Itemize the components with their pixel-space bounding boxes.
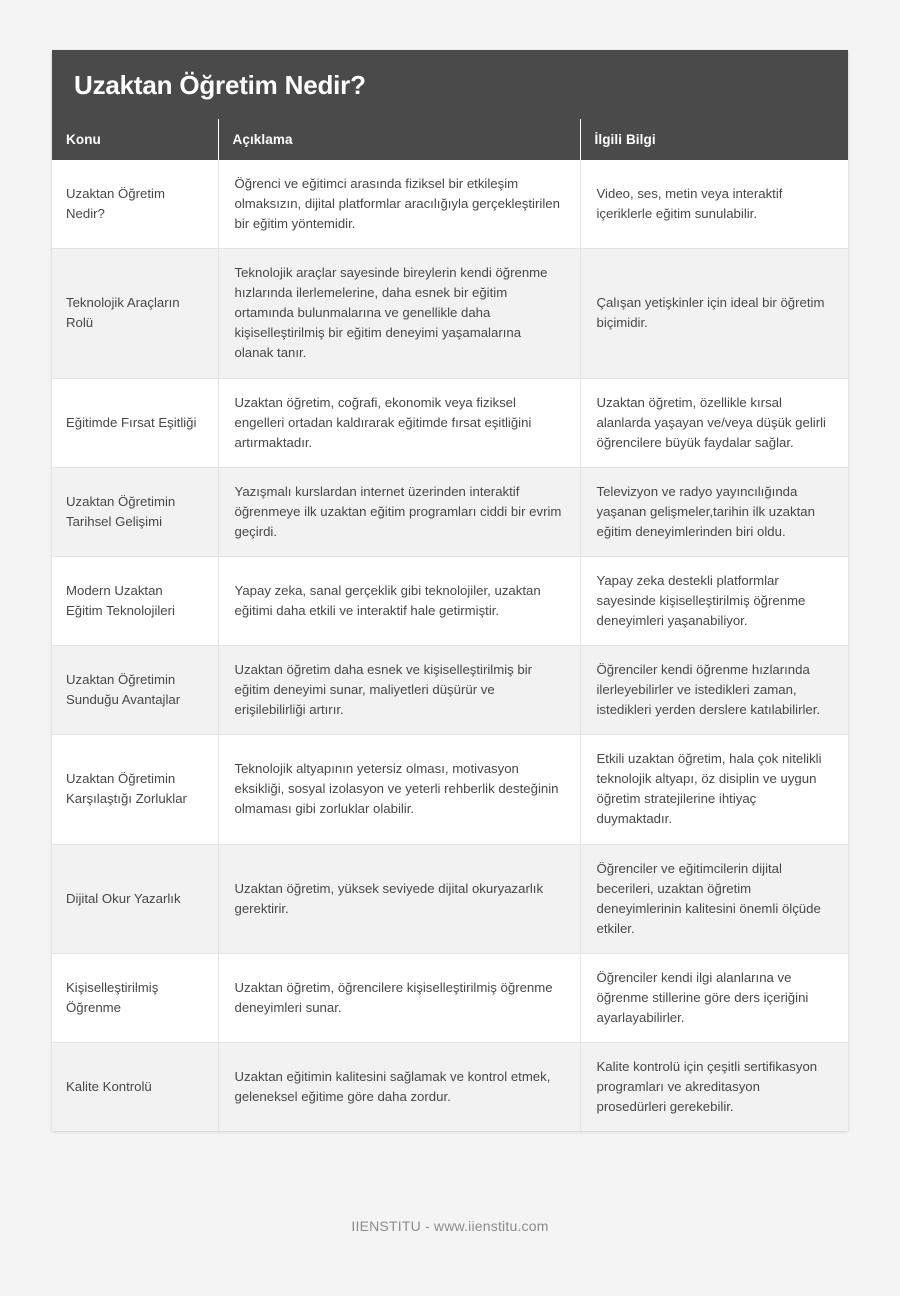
column-header-bilgi: İlgili Bilgi — [580, 119, 848, 160]
title-banner — [52, 50, 848, 119]
cell-konu: Uzaktan Öğretimin Tarihsel Gelişimi — [52, 467, 218, 556]
cell-aciklama: Uzaktan öğretim daha esnek ve kişiselleştirilmiş bir eğitim deneyimi sunar, maliyetleri düşürür ve erişilebilirliği artırır. — [218, 646, 580, 735]
cell-konu: Kalite Kontrolü — [52, 1042, 218, 1131]
table-row — [52, 467, 848, 556]
cell-aciklama: Uzaktan öğretim, yüksek seviyede dijital okuryazarlık gerektirir. — [218, 844, 580, 953]
cell-konu: Dijital Okur Yazarlık — [52, 844, 218, 953]
cell-konu: Kişiselleştirilmiş Öğrenme — [52, 953, 218, 1042]
table-row — [52, 844, 848, 953]
cell-bilgi: Öğrenciler ve eğitimcilerin dijital becerileri, uzaktan öğretim deneyimlerinin kalitesini önemli ölçüde etkiler. — [580, 844, 848, 953]
column-header-aciklama: Açıklama — [218, 119, 580, 160]
cell-bilgi: Televizyon ve radyo yayıncılığında yaşanan gelişmeler,tarihin ilk uzaktan eğitim deneyimlerinden biri oldu. — [580, 467, 848, 556]
cell-aciklama: Öğrenci ve eğitimci arasında fiziksel bir etkileşim olmaksızın, dijital platformlar aracılığıyla gerçekleştirilen bir eğitim yöntemidir. — [218, 160, 580, 249]
table-row — [52, 249, 848, 378]
cell-aciklama: Uzaktan öğretim, coğrafi, ekonomik veya fiziksel engelleri ortadan kaldırarak eğitimde fırsat eşitliğini artırmaktadır. — [218, 378, 580, 467]
info-table — [52, 119, 848, 1131]
table-row — [52, 1042, 848, 1131]
cell-konu: Uzaktan Öğretimin Sunduğu Avantajlar — [52, 646, 218, 735]
cell-konu: Eğitimde Fırsat Eşitliği — [52, 378, 218, 467]
cell-bilgi: Çalışan yetişkinler için ideal bir öğretim biçimidir. — [580, 249, 848, 378]
footer-credit: IIENSTITU - www.iienstitu.com — [351, 1218, 549, 1234]
table-header-row — [52, 119, 848, 160]
cell-konu: Uzaktan Öğretim Nedir? — [52, 160, 218, 249]
table-head — [52, 119, 848, 160]
cell-aciklama: Uzaktan öğretim, öğrencilere kişiselleştirilmiş öğrenme deneyimleri sunar. — [218, 953, 580, 1042]
cell-bilgi: Öğrenciler kendi ilgi alanlarına ve öğrenme stillerine göre ders içeriğini ayarlayabilirler. — [580, 953, 848, 1042]
cell-aciklama: Uzaktan eğitimin kalitesini sağlamak ve kontrol etmek, geleneksel eğitime göre daha zordur. — [218, 1042, 580, 1131]
table-body — [52, 160, 848, 1131]
column-header-konu: Konu — [52, 119, 218, 160]
cell-aciklama: Yazışmalı kurslardan internet üzerinden interaktif öğrenmeye ilk uzaktan eğitim programları ciddi bir evrim geçirdi. — [218, 467, 580, 556]
cell-konu: Teknolojik Araçların Rolü — [52, 249, 218, 378]
cell-bilgi: Yapay zeka destekli platformlar sayesinde kişiselleştirilmiş öğrenme deneyimleri yaşanabiliyor. — [580, 556, 848, 645]
cell-bilgi: Etkili uzaktan öğretim, hala çok nitelikli teknolojik altyapı, öz disiplin ve uygun öğretim stratejilerine ihtiyaç duymaktadır. — [580, 735, 848, 844]
table-card — [52, 50, 848, 1131]
table-row — [52, 953, 848, 1042]
table-row — [52, 378, 848, 467]
table-row — [52, 646, 848, 735]
table-row — [52, 556, 848, 645]
cell-bilgi: Öğrenciler kendi öğrenme hızlarında ilerleyebilirler ve istedikleri zaman, istedikleri yerden derslere katılabilirler. — [580, 646, 848, 735]
cell-bilgi: Video, ses, metin veya interaktif içeriklerle eğitim sunulabilir. — [580, 160, 848, 249]
cell-bilgi: Kalite kontrolü için çeşitli sertifikasyon programları ve akreditasyon prosedürleri gerekebilir. — [580, 1042, 848, 1131]
page-title: Uzaktan Öğretim Nedir? — [74, 70, 366, 100]
cell-konu: Modern Uzaktan Eğitim Teknolojileri — [52, 556, 218, 645]
cell-aciklama: Yapay zeka, sanal gerçeklik gibi teknolojiler, uzaktan eğitimi daha etkili ve interaktif hale getirmiştir. — [218, 556, 580, 645]
table-row — [52, 160, 848, 249]
cell-aciklama: Teknolojik araçlar sayesinde bireylerin kendi öğrenme hızlarında ilerlemelerine, daha esnek bir eğitim ortamında bulunmalarına ve genellikle daha kişiselleştirilmiş bir eğitim deneyimi yaşamalarına olanak tanır. — [218, 249, 580, 378]
cell-bilgi: Uzaktan öğretim, özellikle kırsal alanlarda yaşayan ve/veya düşük gelirli öğrencilere büyük faydalar sağlar. — [580, 378, 848, 467]
cell-aciklama: Teknolojik altyapının yetersiz olması, motivasyon eksikliği, sosyal izolasyon ve yeterli rehberlik desteğinin olmaması gibi zorluklar olabilir. — [218, 735, 580, 844]
cell-konu: Uzaktan Öğretimin Karşılaştığı Zorluklar — [52, 735, 218, 844]
table-row — [52, 735, 848, 844]
